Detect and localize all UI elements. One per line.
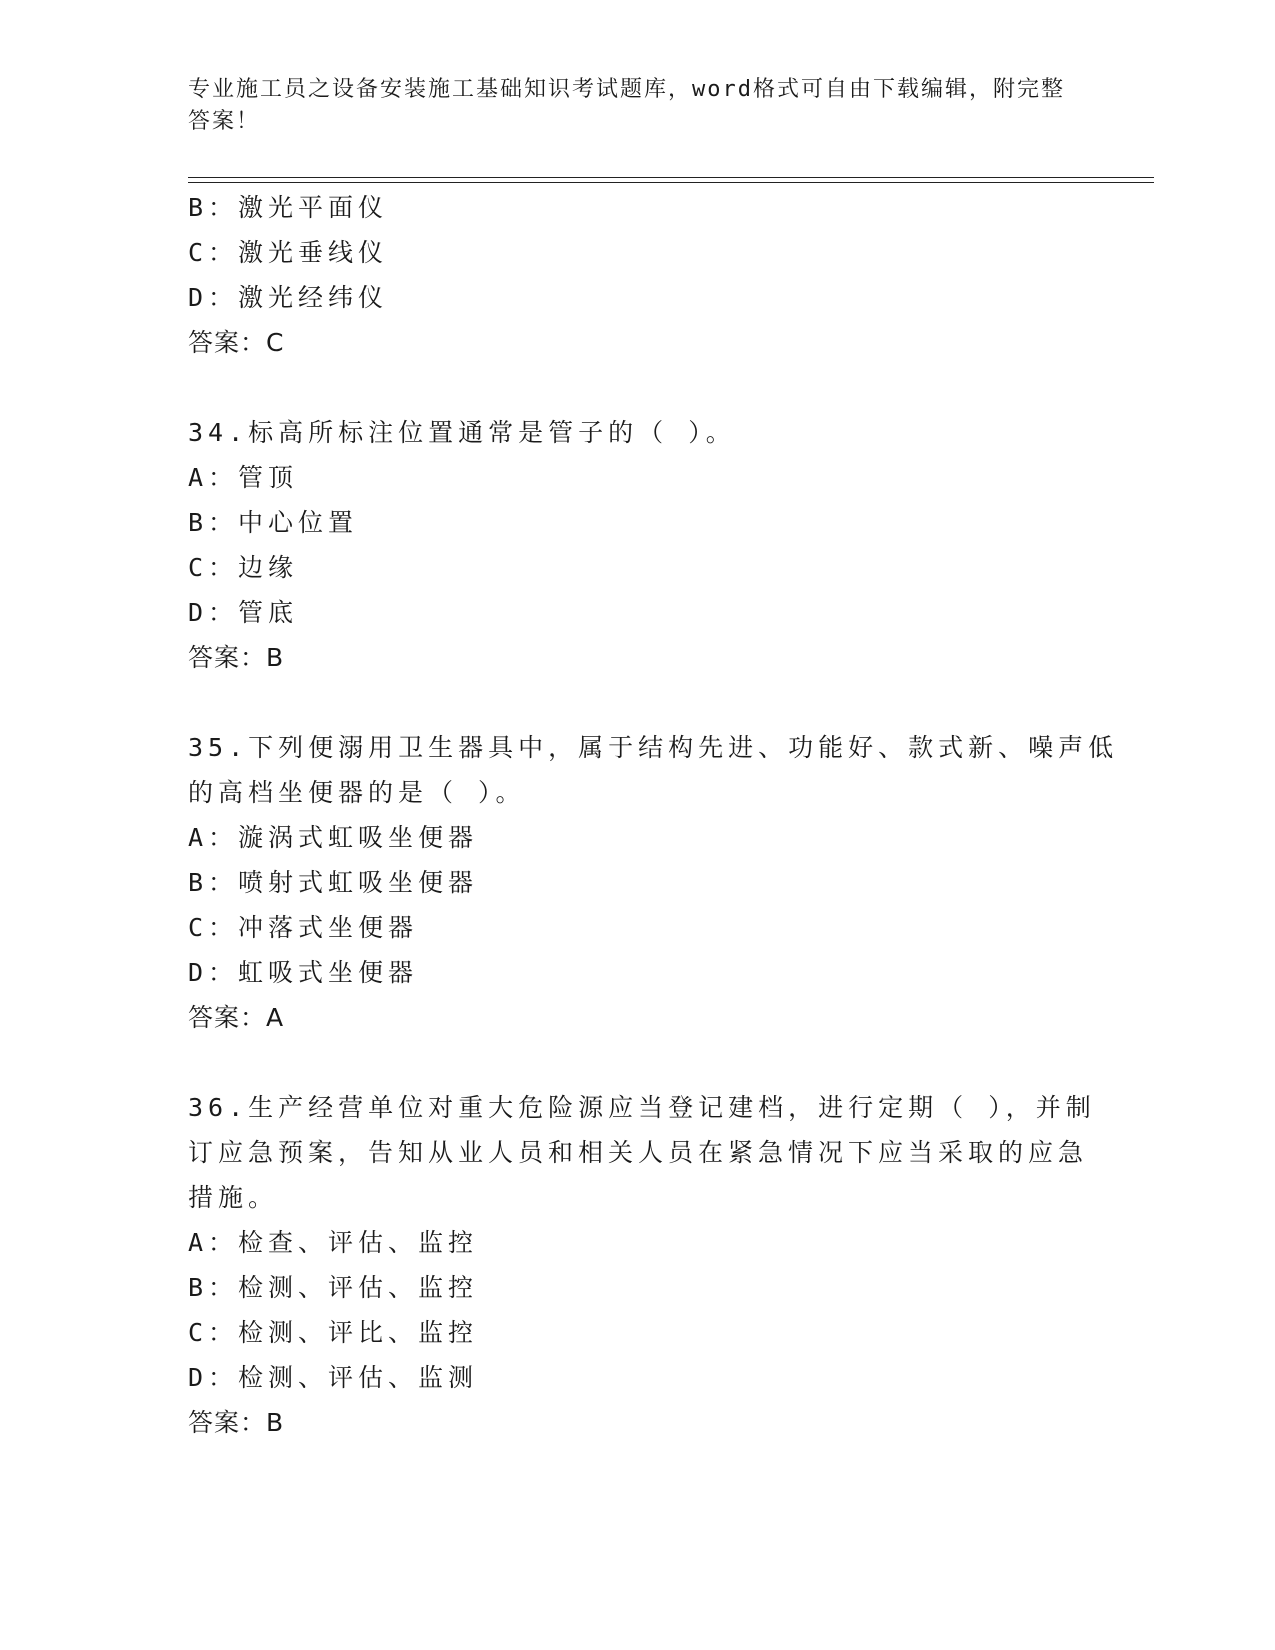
- q35-answer: 答案：A: [188, 1003, 285, 1032]
- q36-stem-line-3: 措施。: [188, 1183, 279, 1212]
- q35-stem-line-2: 的高档坐便器的是（ ）。: [188, 778, 526, 807]
- q35-option-d: D：虹吸式坐便器: [188, 958, 419, 987]
- q35-stem-line-1: 35.下列便溺用卫生器具中，属于结构先进、功能好、款式新、噪声低: [188, 733, 1119, 762]
- q36-option-a: A：检查、评估、监控: [188, 1228, 479, 1257]
- q33-option-d: D：激光经纬仪: [188, 283, 389, 312]
- q34-stem: 34.标高所标注位置通常是管子的（ ）。: [188, 418, 736, 447]
- q34-option-b: B：中心位置: [188, 508, 359, 537]
- q33-option-c: C：激光垂线仪: [188, 238, 389, 267]
- q34-option-c: C：边缘: [188, 553, 299, 582]
- q36-stem-line-1: 36.生产经营单位对重大危险源应当登记建档，进行定期（ ），并制: [188, 1093, 1096, 1122]
- q36-answer: 答案：B: [188, 1408, 285, 1437]
- q36-option-d: D：检测、评估、监测: [188, 1363, 479, 1392]
- q36-stem-line-2: 订应急预案，告知从业人员和相关人员在紧急情况下应当采取的应急: [188, 1138, 1089, 1167]
- q35-option-a: A：漩涡式虹吸坐便器: [188, 823, 479, 852]
- document-header: 专业施工员之设备安装施工基础知识考试题库，word格式可自由下载编辑，附完整答案！: [188, 77, 1065, 134]
- q35-option-c: C：冲落式坐便器: [188, 913, 419, 942]
- q35-option-b: B：喷射式虹吸坐便器: [188, 868, 479, 897]
- q34-option-d: D：管底: [188, 598, 299, 627]
- q33-answer: 答案：C: [188, 328, 285, 357]
- q36-option-c: C：检测、评比、监控: [188, 1318, 479, 1347]
- q34-option-a: A：管顶: [188, 463, 299, 492]
- header-divider-bottom: [188, 182, 1154, 183]
- q34-answer: 答案：B: [188, 643, 285, 672]
- q36-option-b: B：检测、评估、监控: [188, 1273, 479, 1302]
- header-divider-top: [188, 177, 1154, 178]
- q33-option-b: B：激光平面仪: [188, 193, 389, 222]
